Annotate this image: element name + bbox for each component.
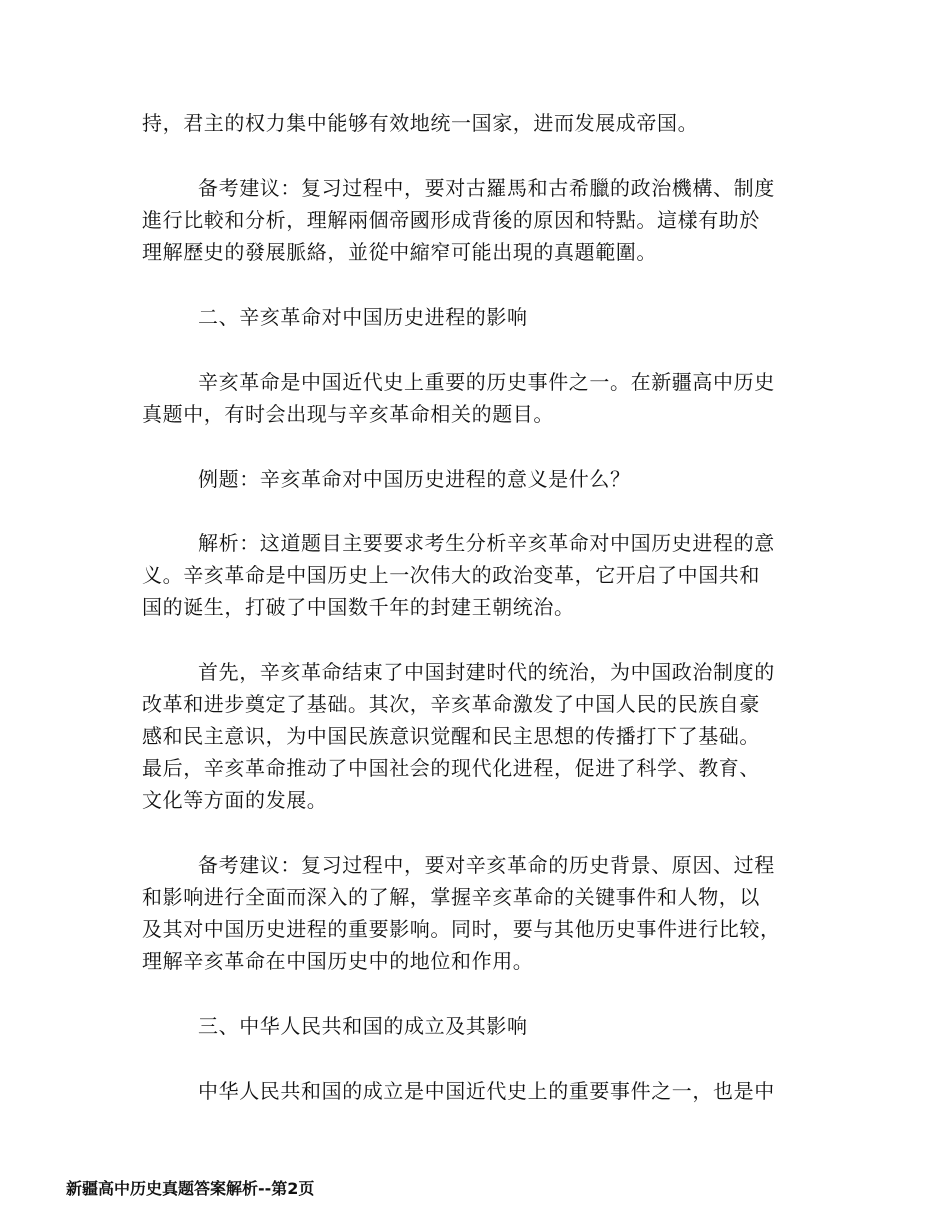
text-line: 辛亥革命是中国近代史上重要的历史事件之一。在新疆高中历史	[198, 370, 775, 394]
text-line: 最后，辛亥革命推动了中国社会的现代化进程，促进了科学、教育、	[142, 756, 760, 780]
text-line: 真题中，有时会出现与辛亥革命相关的题目。	[142, 402, 554, 426]
section-heading: 二、辛亥革命对中国历史进程的影响	[198, 305, 528, 329]
text-line: 备考建议：复习过程中，要对古羅馬和古希臘的政治機構、制度	[198, 176, 775, 200]
text-line: 备考建议：复习过程中，要对辛亥革命的历史背景、原因、过程	[198, 853, 775, 877]
text-line: 感和民主意识，为中国民族意识觉醒和民主思想的传播打下了基础。	[142, 724, 760, 748]
text-line: 解析：这道题目主要要求考生分析辛亥革命对中国历史进程的意	[198, 531, 775, 555]
text-line: 义。辛亥革命是中国历史上一次伟大的政治变革，它开启了中国共和	[142, 563, 760, 587]
text-line: 持，君主的权力集中能够有效地统一国家，进而发展成帝国。	[142, 111, 699, 135]
text-line: 和影响进行全面而深入的了解，掌握辛亥革命的关键事件和人物，以	[142, 885, 760, 909]
text-line: 理解辛亥革命在中国历史中的地位和作用。	[142, 949, 534, 973]
section-heading: 三、中华人民共和国的成立及其影响	[198, 1014, 528, 1038]
text-line: 改革和进步奠定了基础。其次，辛亥革命激发了中国人民的民族自豪	[142, 692, 760, 716]
text-line: 例题：辛亥革命对中国历史进程的意义是什么？	[198, 467, 631, 491]
text-line: 首先，辛亥革命结束了中国封建时代的统治，为中国政治制度的	[198, 660, 775, 684]
text-line: 進行比較和分析，理解兩個帝國形成背後的原因和特點。這樣有助於	[142, 208, 760, 232]
text-line: 国的诞生，打破了中国数千年的封建王朝统治。	[142, 595, 575, 619]
page-footer: 新疆高中历史真题答案解析--第2页	[66, 1179, 315, 1198]
text-line: 文化等方面的发展。	[142, 788, 328, 812]
text-line: 理解歷史的發展脈絡，並從中縮窄可能出現的真題範圍。	[142, 240, 657, 264]
text-line: 中华人民共和国的成立是中国近代史上的重要事件之一，也是中	[198, 1079, 775, 1103]
text-line: 及其对中国历史进程的重要影响。同时，要与其他历史事件进行比较，	[142, 917, 781, 941]
